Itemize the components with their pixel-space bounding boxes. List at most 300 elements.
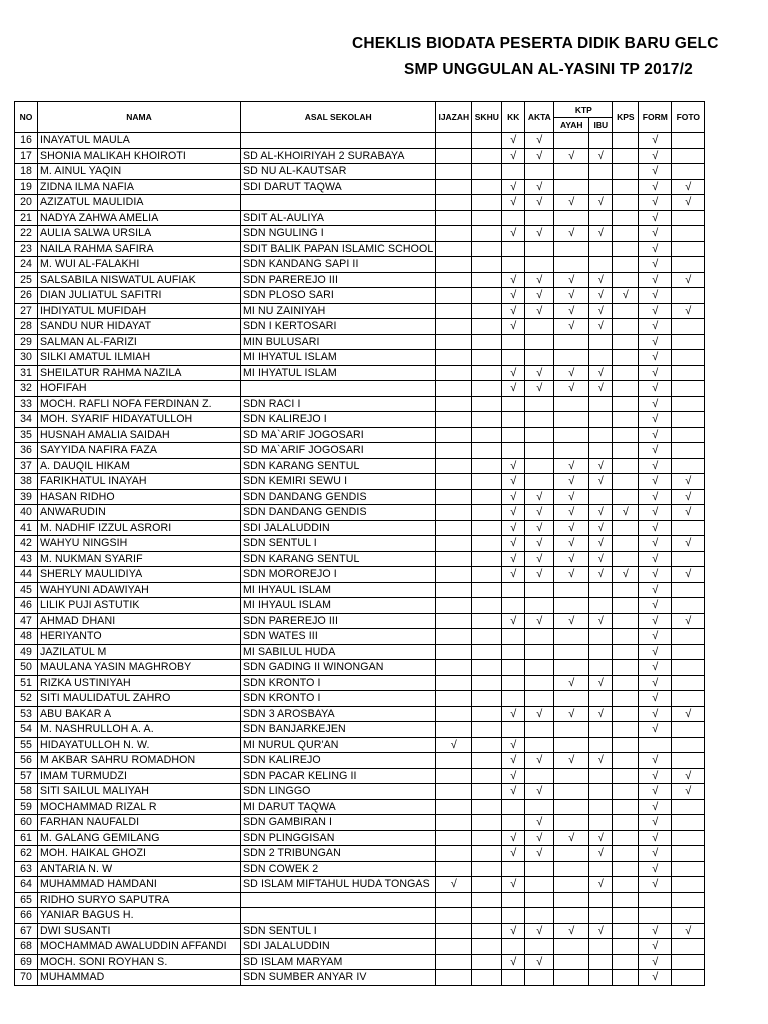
cell-akta (525, 396, 554, 412)
cell-akta: √ (525, 613, 554, 629)
cell-no: 34 (15, 412, 38, 428)
cell-no: 30 (15, 350, 38, 366)
cell-kps (613, 474, 639, 490)
cell-ktp-ayah (554, 892, 589, 908)
table-row (15, 939, 705, 955)
cell-form: √ (639, 489, 672, 505)
cell-kk (502, 257, 525, 273)
cell-asal-sekolah: SDN GADING II WINONGAN (241, 660, 436, 676)
cell-nama: HIDAYATULLOH N. W. (38, 737, 241, 753)
cell-foto (672, 396, 705, 412)
cell-foto (672, 551, 705, 567)
cell-ijazah (436, 799, 472, 815)
cell-ijazah (436, 768, 472, 784)
cell-ktp-ibu (589, 210, 613, 226)
cell-ijazah (436, 691, 472, 707)
table-row (15, 753, 705, 769)
cell-ktp-ibu: √ (589, 675, 613, 691)
cell-ijazah (436, 381, 472, 397)
cell-form: √ (639, 319, 672, 335)
cell-no: 25 (15, 272, 38, 288)
cell-foto (672, 629, 705, 645)
cell-ktp-ibu (589, 396, 613, 412)
cell-asal-sekolah: SDN DANDANG GENDIS (241, 489, 436, 505)
cell-kk (502, 892, 525, 908)
cell-nama: M. GALANG GEMILANG (38, 830, 241, 846)
cell-skhu (472, 846, 502, 862)
table-row (15, 474, 705, 490)
cell-form: √ (639, 350, 672, 366)
cell-kk: √ (502, 474, 525, 490)
cell-foto (672, 830, 705, 846)
cell-ktp-ibu: √ (589, 830, 613, 846)
cell-skhu (472, 722, 502, 738)
cell-form: √ (639, 598, 672, 614)
cell-skhu (472, 970, 502, 986)
header-asal-sekolah: ASAL SEKOLAH (241, 102, 436, 133)
cell-ktp-ibu (589, 629, 613, 645)
table-row (15, 877, 705, 893)
cell-ktp-ibu (589, 815, 613, 831)
cell-akta (525, 582, 554, 598)
cell-kps (613, 784, 639, 800)
cell-skhu (472, 830, 502, 846)
cell-skhu (472, 303, 502, 319)
header-akta: AKTA (525, 102, 554, 133)
cell-asal-sekolah: SDN RACI I (241, 396, 436, 412)
cell-no: 38 (15, 474, 38, 490)
cell-kps (613, 133, 639, 149)
cell-no: 22 (15, 226, 38, 242)
cell-form: √ (639, 179, 672, 195)
cell-nama: ZIDNA ILMA NAFIA (38, 179, 241, 195)
cell-akta: √ (525, 303, 554, 319)
cell-form: √ (639, 334, 672, 350)
cell-nama: SANDU NUR HIDAYAT (38, 319, 241, 335)
cell-ijazah (436, 319, 472, 335)
cell-asal-sekolah: SD AL-KHOIRIYAH 2 SURABAYA (241, 148, 436, 164)
cell-ktp-ibu (589, 737, 613, 753)
cell-form: √ (639, 784, 672, 800)
cell-asal-sekolah: SDN KANDANG SAPI II (241, 257, 436, 273)
cell-no: 19 (15, 179, 38, 195)
cell-ijazah (436, 815, 472, 831)
cell-kps: √ (613, 288, 639, 304)
cell-asal-sekolah: SDN 3 AROSBAYA (241, 706, 436, 722)
cell-no: 37 (15, 458, 38, 474)
cell-ktp-ibu (589, 768, 613, 784)
cell-form: √ (639, 753, 672, 769)
cell-foto (672, 520, 705, 536)
cell-kk: √ (502, 613, 525, 629)
cell-kk: √ (502, 365, 525, 381)
table-row (15, 706, 705, 722)
header-ibu: IBU (589, 118, 613, 133)
cell-form: √ (639, 257, 672, 273)
cell-ijazah (436, 195, 472, 211)
cell-skhu (472, 815, 502, 831)
cell-foto (672, 675, 705, 691)
cell-asal-sekolah: SDN KRONTO I (241, 691, 436, 707)
cell-foto (672, 954, 705, 970)
cell-no: 42 (15, 536, 38, 552)
cell-asal-sekolah: SDI JALALUDDIN (241, 520, 436, 536)
cell-ijazah (436, 427, 472, 443)
cell-foto (672, 753, 705, 769)
cell-asal-sekolah (241, 908, 436, 924)
cell-foto (672, 458, 705, 474)
cell-ijazah (436, 846, 472, 862)
cell-kk: √ (502, 551, 525, 567)
cell-no: 43 (15, 551, 38, 567)
cell-form: √ (639, 815, 672, 831)
cell-ktp-ibu (589, 892, 613, 908)
cell-no: 27 (15, 303, 38, 319)
cell-nama: FARHAN NAUFALDI (38, 815, 241, 831)
cell-foto: √ (672, 768, 705, 784)
cell-kk: √ (502, 288, 525, 304)
cell-foto: √ (672, 536, 705, 552)
cell-ijazah (436, 660, 472, 676)
cell-ktp-ayah: √ (554, 706, 589, 722)
cell-kk (502, 241, 525, 257)
cell-akta (525, 768, 554, 784)
cell-no: 45 (15, 582, 38, 598)
cell-ktp-ayah (554, 582, 589, 598)
cell-asal-sekolah: SDN KEMIRI SEWU I (241, 474, 436, 490)
cell-kk (502, 629, 525, 645)
table-row (15, 303, 705, 319)
cell-ktp-ibu: √ (589, 846, 613, 862)
cell-ktp-ibu (589, 691, 613, 707)
cell-ktp-ayah (554, 443, 589, 459)
cell-foto: √ (672, 489, 705, 505)
cell-foto (672, 970, 705, 986)
cell-akta: √ (525, 148, 554, 164)
cell-no: 54 (15, 722, 38, 738)
table-row (15, 195, 705, 211)
cell-akta: √ (525, 381, 554, 397)
cell-nama: IHDIYATUL MUFIDAH (38, 303, 241, 319)
cell-akta (525, 799, 554, 815)
cell-kk (502, 799, 525, 815)
cell-nama: INAYATUL MAULA (38, 133, 241, 149)
table-row (15, 319, 705, 335)
cell-no: 29 (15, 334, 38, 350)
cell-ktp-ayah (554, 691, 589, 707)
cell-kk (502, 815, 525, 831)
cell-nama: M. AINUL YAQIN (38, 164, 241, 180)
cell-kps (613, 613, 639, 629)
table-row (15, 784, 705, 800)
cell-asal-sekolah: SDIT BALIK PAPAN ISLAMIC SCHOOL (241, 241, 436, 257)
cell-ktp-ayah: √ (554, 303, 589, 319)
cell-no: 33 (15, 396, 38, 412)
cell-ijazah (436, 443, 472, 459)
cell-ktp-ibu (589, 722, 613, 738)
cell-akta (525, 210, 554, 226)
cell-asal-sekolah (241, 133, 436, 149)
cell-ktp-ayah (554, 133, 589, 149)
cell-no: 24 (15, 257, 38, 273)
cell-ijazah (436, 179, 472, 195)
cell-ktp-ayah (554, 722, 589, 738)
cell-ktp-ibu (589, 598, 613, 614)
checklist-table (14, 101, 705, 986)
cell-kps (613, 815, 639, 831)
cell-form: √ (639, 226, 672, 242)
cell-ktp-ayah: √ (554, 458, 589, 474)
cell-ijazah (436, 148, 472, 164)
cell-kk: √ (502, 195, 525, 211)
cell-nama: DIAN JULIATUL SAFITRI (38, 288, 241, 304)
cell-ktp-ayah (554, 970, 589, 986)
cell-no: 61 (15, 830, 38, 846)
cell-no: 16 (15, 133, 38, 149)
cell-form: √ (639, 970, 672, 986)
cell-ktp-ibu: √ (589, 753, 613, 769)
cell-kk: √ (502, 179, 525, 195)
cell-no: 69 (15, 954, 38, 970)
cell-skhu (472, 660, 502, 676)
cell-no: 44 (15, 567, 38, 583)
cell-form: √ (639, 830, 672, 846)
cell-ktp-ayah: √ (554, 319, 589, 335)
cell-ktp-ayah: √ (554, 613, 589, 629)
table-row (15, 644, 705, 660)
cell-akta: √ (525, 520, 554, 536)
cell-asal-sekolah: SD ISLAM MIFTAHUL HUDA TONGAS (241, 877, 436, 893)
cell-ktp-ayah: √ (554, 551, 589, 567)
cell-form: √ (639, 644, 672, 660)
cell-ktp-ayah: √ (554, 536, 589, 552)
cell-nama: IMAM TURMUDZI (38, 768, 241, 784)
table-row (15, 954, 705, 970)
cell-ijazah (436, 722, 472, 738)
cell-ktp-ibu (589, 427, 613, 443)
cell-form: √ (639, 629, 672, 645)
cell-skhu (472, 381, 502, 397)
cell-skhu (472, 396, 502, 412)
cell-ktp-ibu (589, 660, 613, 676)
cell-ktp-ibu (589, 861, 613, 877)
cell-no: 50 (15, 660, 38, 676)
cell-foto (672, 427, 705, 443)
cell-nama: SHEILATUR RAHMA NAZILA (38, 365, 241, 381)
cell-foto (672, 257, 705, 273)
cell-nama: WAHYUNI ADAWIYAH (38, 582, 241, 598)
cell-ijazah (436, 892, 472, 908)
header-ktp: KTP (554, 102, 613, 118)
cell-skhu (472, 241, 502, 257)
cell-no: 41 (15, 520, 38, 536)
table-row (15, 272, 705, 288)
cell-asal-sekolah: MI NURUL QUR'AN (241, 737, 436, 753)
cell-form: √ (639, 412, 672, 428)
table-row (15, 412, 705, 428)
cell-foto: √ (672, 784, 705, 800)
table-row (15, 133, 705, 149)
cell-kps (613, 706, 639, 722)
cell-kk: √ (502, 303, 525, 319)
cell-nama: MOH. SYARIF HIDAYATULLOH (38, 412, 241, 428)
cell-kk (502, 722, 525, 738)
cell-skhu (472, 195, 502, 211)
cell-ktp-ibu: √ (589, 505, 613, 521)
cell-ktp-ibu (589, 179, 613, 195)
cell-foto: √ (672, 613, 705, 629)
cell-asal-sekolah: SDN I KERTOSARI (241, 319, 436, 335)
cell-nama: M. NASHRULLOH A. A. (38, 722, 241, 738)
cell-ijazah (436, 784, 472, 800)
cell-skhu (472, 257, 502, 273)
cell-ktp-ibu (589, 334, 613, 350)
table-row (15, 520, 705, 536)
cell-ktp-ayah (554, 350, 589, 366)
cell-no: 18 (15, 164, 38, 180)
cell-kps (613, 303, 639, 319)
cell-akta (525, 412, 554, 428)
cell-asal-sekolah: MI DARUT TAQWA (241, 799, 436, 815)
table-row (15, 908, 705, 924)
cell-kps (613, 334, 639, 350)
cell-foto (672, 691, 705, 707)
cell-akta (525, 970, 554, 986)
cell-akta: √ (525, 923, 554, 939)
cell-ijazah (436, 536, 472, 552)
cell-ktp-ayah (554, 939, 589, 955)
table-row (15, 334, 705, 350)
cell-foto (672, 644, 705, 660)
cell-skhu (472, 629, 502, 645)
cell-kps (613, 396, 639, 412)
cell-skhu (472, 613, 502, 629)
cell-kps (613, 799, 639, 815)
table-row (15, 675, 705, 691)
cell-ijazah (436, 520, 472, 536)
cell-akta (525, 892, 554, 908)
cell-ijazah (436, 505, 472, 521)
cell-no: 49 (15, 644, 38, 660)
cell-ktp-ayah: √ (554, 675, 589, 691)
cell-akta (525, 629, 554, 645)
cell-no: 35 (15, 427, 38, 443)
cell-akta (525, 164, 554, 180)
cell-ktp-ayah: √ (554, 489, 589, 505)
cell-form (639, 737, 672, 753)
cell-asal-sekolah: SDN 2 TRIBUNGAN (241, 846, 436, 862)
cell-no: 60 (15, 815, 38, 831)
table-row (15, 505, 705, 521)
cell-foto (672, 365, 705, 381)
cell-kk (502, 939, 525, 955)
cell-kps (613, 381, 639, 397)
cell-ktp-ibu (589, 799, 613, 815)
cell-nama: DWI SUSANTI (38, 923, 241, 939)
cell-foto: √ (672, 303, 705, 319)
cell-no: 56 (15, 753, 38, 769)
cell-foto: √ (672, 272, 705, 288)
cell-kps (613, 768, 639, 784)
cell-kps (613, 722, 639, 738)
cell-foto: √ (672, 195, 705, 211)
cell-foto: √ (672, 567, 705, 583)
table-row (15, 768, 705, 784)
cell-asal-sekolah (241, 195, 436, 211)
cell-kk (502, 350, 525, 366)
cell-asal-sekolah: SDN PLINGGISAN (241, 830, 436, 846)
cell-ktp-ibu (589, 582, 613, 598)
cell-ijazah (436, 303, 472, 319)
cell-asal-sekolah: SDI DARUT TAQWA (241, 179, 436, 195)
cell-nama: ANWARUDIN (38, 505, 241, 521)
cell-foto (672, 148, 705, 164)
cell-ijazah (436, 474, 472, 490)
cell-skhu (472, 272, 502, 288)
cell-ktp-ibu: √ (589, 195, 613, 211)
table-row (15, 288, 705, 304)
cell-form: √ (639, 241, 672, 257)
cell-kk (502, 396, 525, 412)
cell-foto (672, 908, 705, 924)
cell-akta (525, 861, 554, 877)
cell-kk: √ (502, 148, 525, 164)
cell-kk (502, 582, 525, 598)
cell-ijazah (436, 908, 472, 924)
cell-no: 64 (15, 877, 38, 893)
cell-foto (672, 846, 705, 862)
cell-kps (613, 598, 639, 614)
table-row (15, 815, 705, 831)
cell-skhu (472, 350, 502, 366)
cell-foto: √ (672, 179, 705, 195)
cell-ktp-ayah (554, 164, 589, 180)
cell-kk (502, 164, 525, 180)
cell-skhu (472, 582, 502, 598)
cell-kps (613, 257, 639, 273)
cell-form: √ (639, 474, 672, 490)
cell-ktp-ibu (589, 784, 613, 800)
cell-ktp-ayah: √ (554, 365, 589, 381)
cell-ktp-ibu (589, 908, 613, 924)
cell-no: 36 (15, 443, 38, 459)
cell-kk (502, 427, 525, 443)
cell-kps (613, 861, 639, 877)
cell-kps (613, 365, 639, 381)
cell-kps (613, 629, 639, 645)
cell-nama: JAZILATUL M (38, 644, 241, 660)
cell-form: √ (639, 396, 672, 412)
cell-asal-sekolah: SD MA`ARIF JOGOSARI (241, 443, 436, 459)
cell-form: √ (639, 861, 672, 877)
cell-nama: A. DAUQIL HIKAM (38, 458, 241, 474)
table-row (15, 427, 705, 443)
cell-ijazah (436, 288, 472, 304)
cell-kps (613, 753, 639, 769)
table-row (15, 846, 705, 862)
cell-kk: √ (502, 830, 525, 846)
cell-ijazah (436, 164, 472, 180)
cell-kk: √ (502, 520, 525, 536)
document-subtitle: SMP UNGGULAN AL-YASINI TP 2017/2 (404, 61, 693, 78)
cell-akta: √ (525, 195, 554, 211)
cell-no: 39 (15, 489, 38, 505)
cell-ktp-ibu (589, 257, 613, 273)
cell-akta: √ (525, 954, 554, 970)
cell-asal-sekolah: SDN COWEK 2 (241, 861, 436, 877)
cell-akta: √ (525, 179, 554, 195)
cell-ktp-ayah: √ (554, 148, 589, 164)
